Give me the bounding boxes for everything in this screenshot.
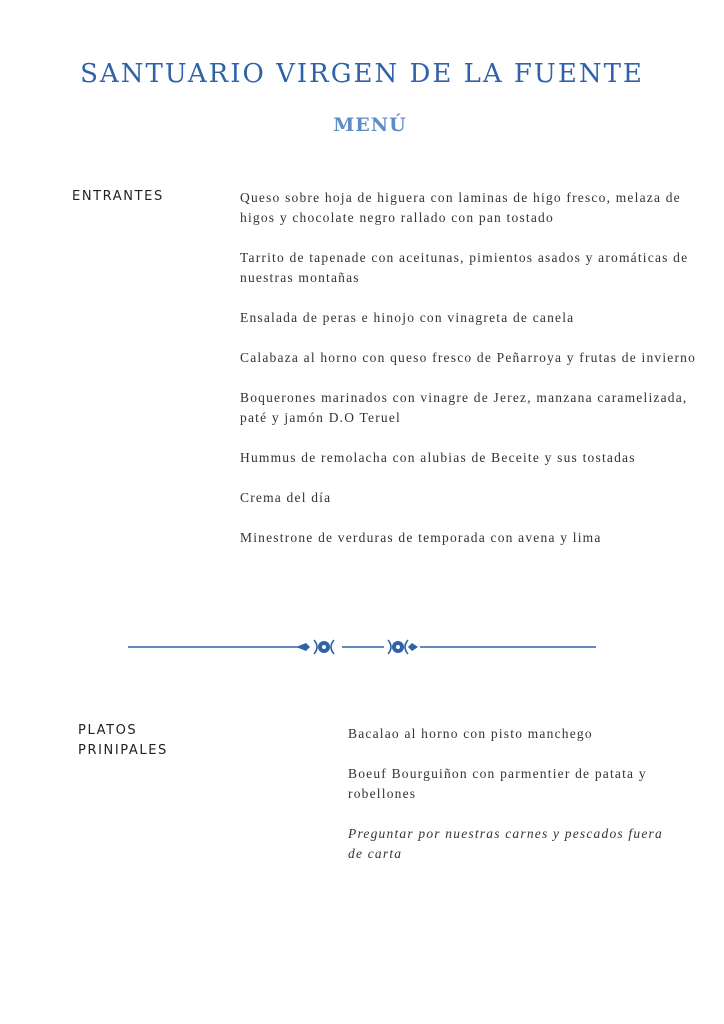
menu-item: Crema del día (240, 490, 332, 505)
menu-item: Queso sobre hoja de higuera con laminas de higo fresco, melaza de higos y chocolate negro rallado con pan tostado (240, 190, 681, 225)
section-label-line: PLATOS (78, 723, 138, 738)
page-title: SANTUARIO VIRGEN DE LA FUENTE (80, 59, 644, 89)
ornament-divider (128, 634, 596, 660)
section-label-platos (78, 721, 278, 761)
menu-subtitle: MENÚ (333, 114, 407, 136)
entrantes-list (240, 188, 700, 568)
menu-item: Ensalada de peras e hinojo con vinagreta de canela (240, 310, 575, 325)
section-label-line: PRINIPALES (78, 743, 168, 758)
menu-item: Bacalao al horno con pisto manchego (348, 726, 593, 741)
menu-item: Hummus de remolacha con alubias de Beceite y sus tostadas (240, 450, 636, 465)
platos-list (348, 724, 678, 884)
menu-item: Boquerones marinados con vinagre de Jerez, manzana caramelizada, paté y jamón D.O Teruel (240, 390, 688, 425)
menu-item: Calabaza al horno con queso fresco de Peñarroya y frutas de invierno (240, 350, 697, 365)
menu-item: Tarrito de tapenade con aceitunas, pimientos asados y aromáticas de nuestras montañas (240, 250, 689, 285)
menu-item: Minestrone de verduras de temporada con avena y lima (240, 530, 602, 545)
menu-item: Boeuf Bourguiñon con parmentier de patata y robellones (348, 766, 647, 801)
menu-note: Preguntar por nuestras carnes y pescados fuera de carta (348, 826, 663, 861)
section-label-entrantes: ENTRANTES (72, 189, 164, 204)
